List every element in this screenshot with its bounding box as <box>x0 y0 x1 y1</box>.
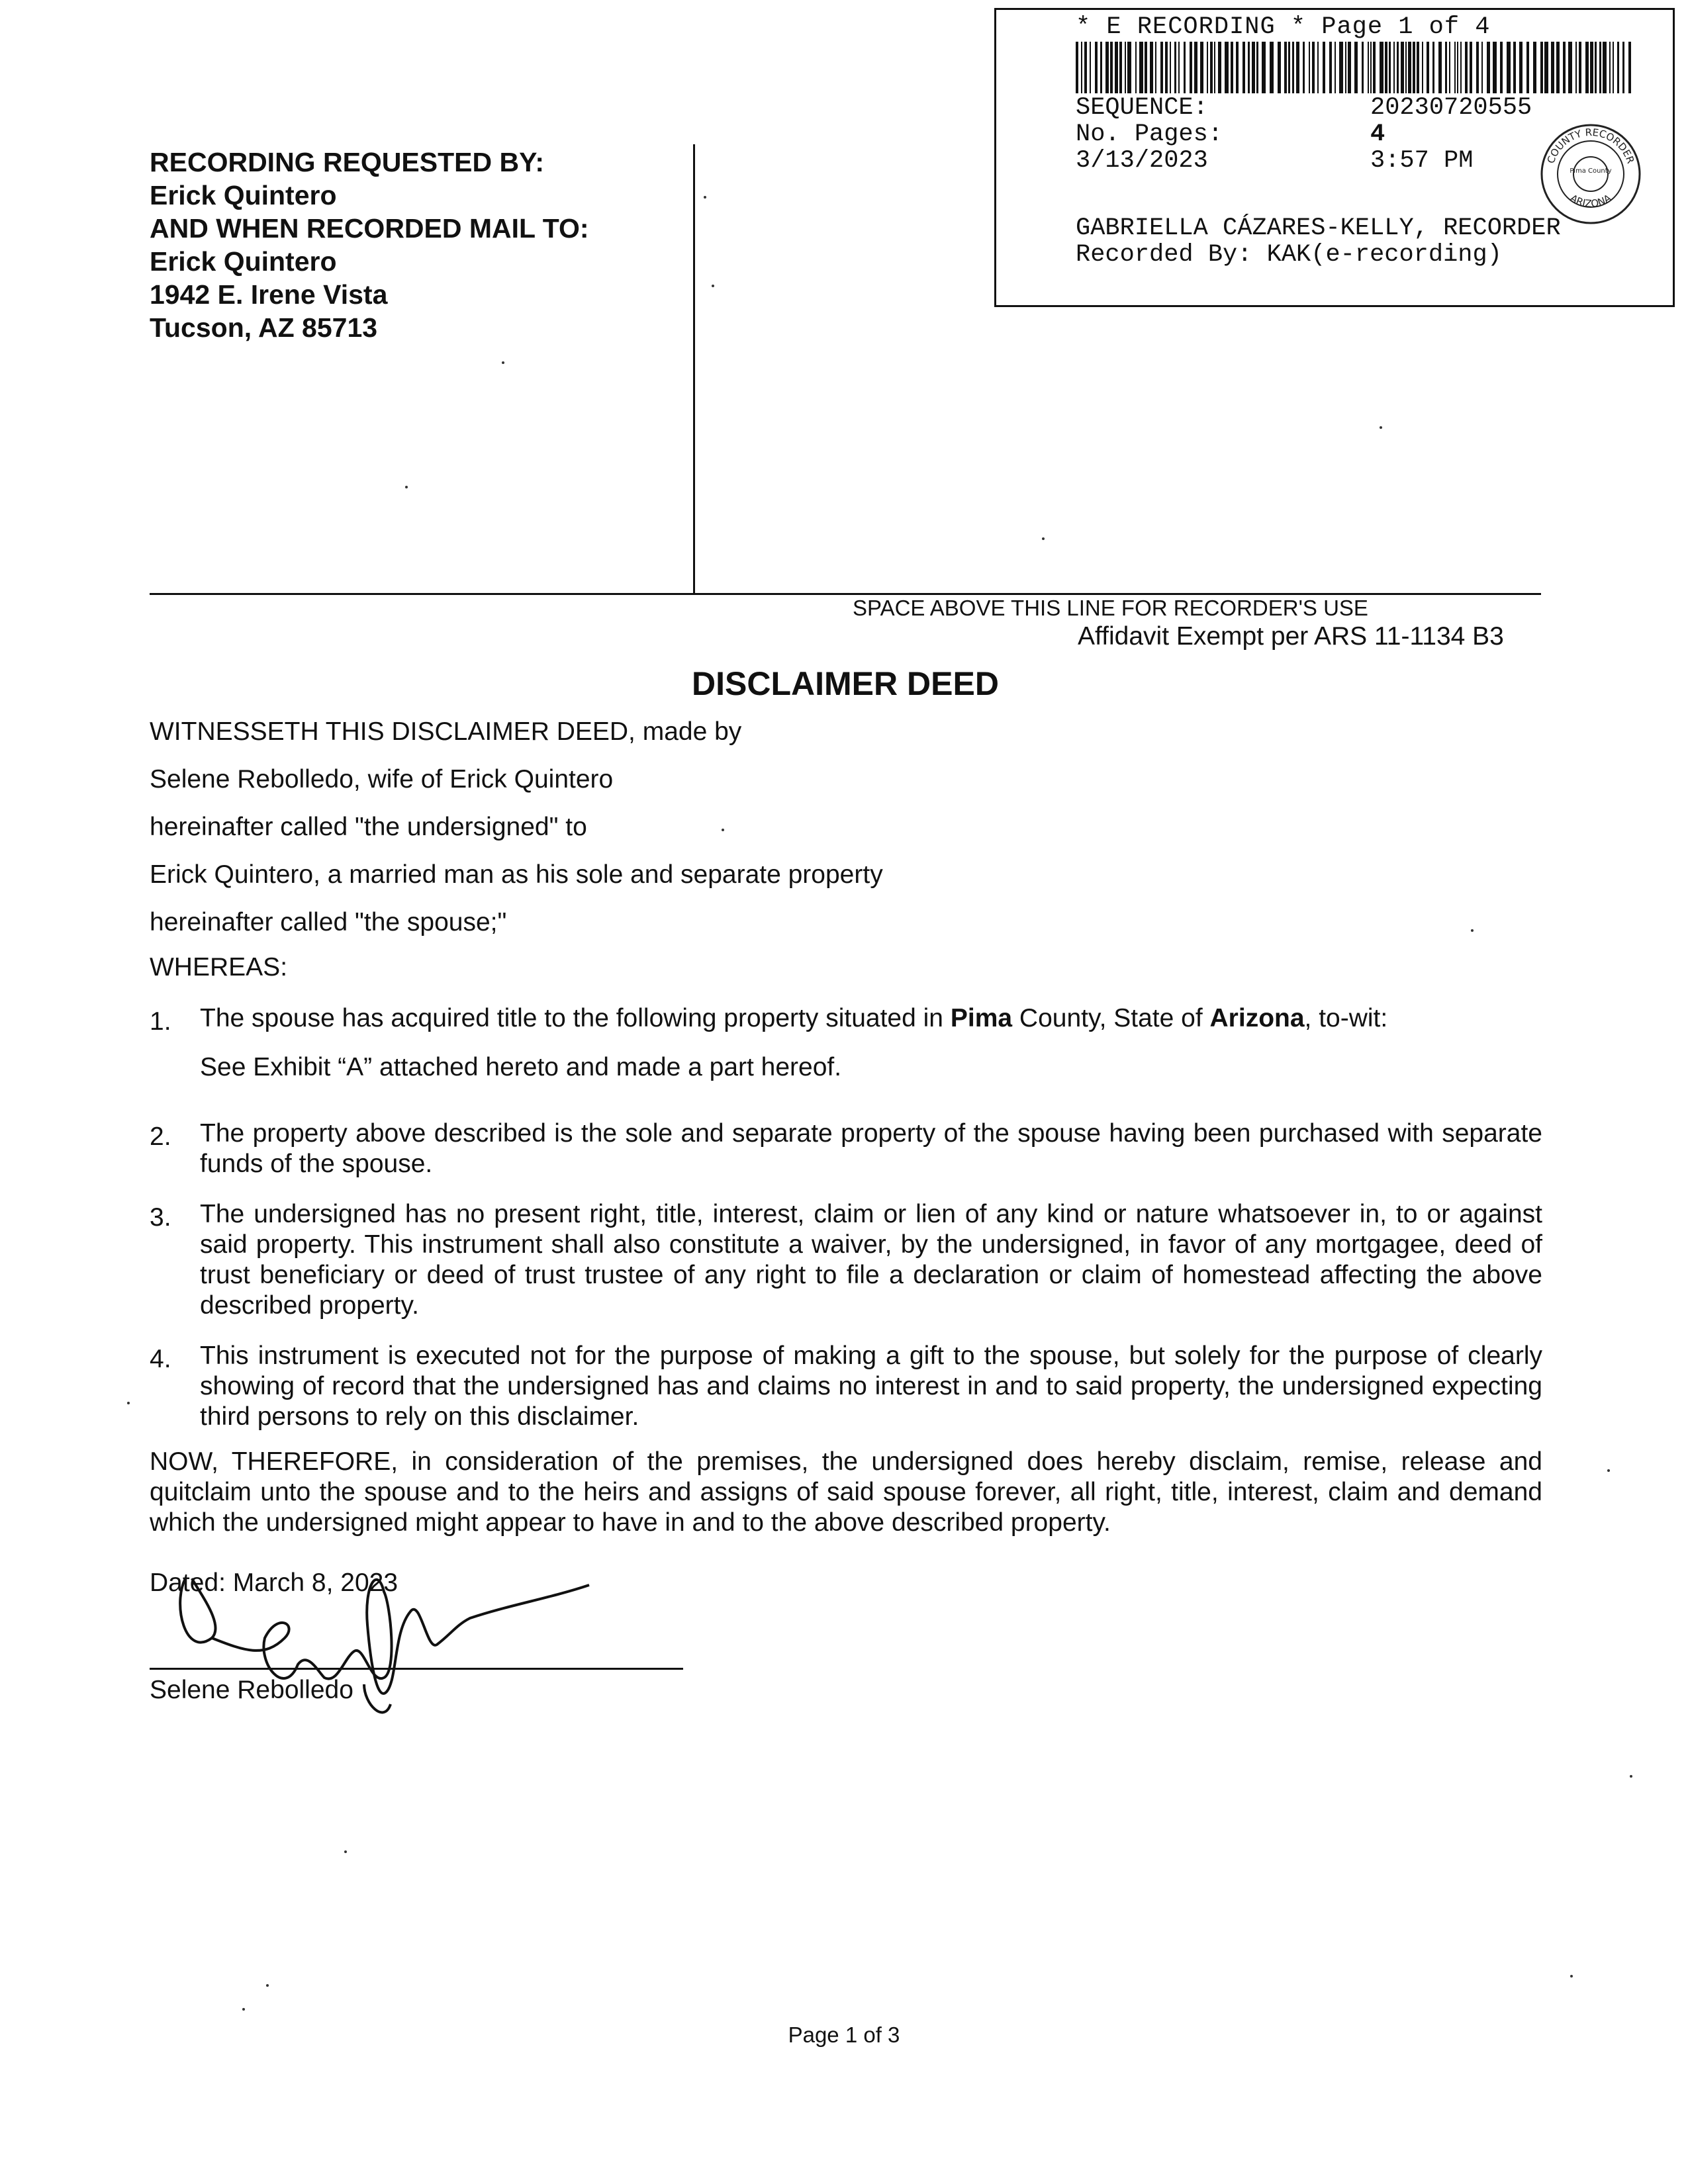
barcode-bar <box>1613 42 1614 93</box>
mail-to-label: AND WHEN RECORDED MAIL TO: <box>150 213 589 244</box>
barcode-bar <box>1460 42 1462 93</box>
barcode-bar <box>1292 42 1294 93</box>
barcode-bar <box>1438 42 1442 93</box>
barcode-bar <box>1218 42 1221 93</box>
barcode-bar <box>1513 42 1516 93</box>
barcode-bar <box>1393 42 1395 93</box>
scan-speck <box>405 486 408 488</box>
recorder-use-line <box>150 593 1541 595</box>
requested-by-label: RECORDING REQUESTED BY: <box>150 147 545 177</box>
item-number-2: 2. <box>150 1122 171 1151</box>
exhibit-reference: See Exhibit “A” attached hereto and made a part hereof. <box>200 1053 842 1081</box>
barcode-bar <box>1454 42 1456 93</box>
barcode-bar <box>1139 42 1143 93</box>
item-number-4: 4. <box>150 1345 171 1373</box>
recorder-stamp <box>994 8 1675 307</box>
barcode-bar <box>1288 42 1290 93</box>
barcode-bar <box>1225 42 1229 93</box>
barcode-bar <box>1373 42 1376 93</box>
barcode-bar <box>1540 42 1543 93</box>
barcode-bar <box>1354 42 1358 93</box>
barcode-bar <box>1105 42 1109 93</box>
stamp-header: * E RECORDING * Page 1 of 4 <box>1076 13 1491 41</box>
scan-speck <box>1570 1975 1573 1978</box>
barcode-bar <box>1445 42 1447 93</box>
barcode-bar <box>1174 42 1176 93</box>
recorder-use-caption: SPACE ABOVE THIS LINE FOR RECORDER'S USE <box>853 596 1368 620</box>
barcode-bar <box>1210 42 1213 93</box>
address-line-1: 1942 E. Irene Vista <box>150 279 388 310</box>
item-text-2: The property above described is the sole and separate property of the spouse having been purchased with separate funds of the spouse. <box>200 1119 1542 1178</box>
scan-speck <box>1380 426 1382 429</box>
barcode-bar <box>1165 42 1168 93</box>
barcode-bar <box>1413 42 1415 93</box>
barcode-bar <box>1262 42 1266 93</box>
barcode-bar <box>1119 42 1122 93</box>
barcode-bar <box>1465 42 1468 93</box>
barcode-bar <box>1236 42 1239 93</box>
scan-speck <box>242 2008 245 2011</box>
page-footer: Page 1 of 3 <box>788 2023 900 2047</box>
barcode-bar <box>1449 42 1450 93</box>
barcode-bar <box>1370 42 1372 93</box>
barcode-bar <box>1145 42 1147 93</box>
document-title: DISCLAIMER DEED <box>692 665 999 702</box>
sequence-label: SEQUENCE: <box>1076 94 1208 122</box>
item-text-1: The spouse has acquired title to the following property situated in Pima County, State of Arizona, to-wit: <box>200 1004 1388 1032</box>
recorded-by: Recorded By: KAK(e-recording) <box>1076 241 1502 269</box>
svg-text:COUNTY RECORDER: COUNTY RECORDER <box>1544 126 1637 165</box>
barcode-bar <box>1609 42 1611 93</box>
barcode-bar <box>1345 42 1346 93</box>
barcode-bar <box>1422 42 1423 93</box>
address-line-2: Tucson, AZ 85713 <box>150 312 378 343</box>
barcode-bar <box>1194 42 1197 93</box>
barcode-bar <box>1481 42 1483 93</box>
barcode-bar <box>1362 42 1364 93</box>
scan-speck <box>344 1850 347 1853</box>
barcode-bar <box>1207 42 1208 93</box>
scan-speck <box>722 829 724 831</box>
barcode-bar <box>1127 42 1131 93</box>
barcode-bar <box>1160 42 1163 93</box>
vertical-divider <box>693 144 695 594</box>
svg-text:ARIZONA: ARIZONA <box>1568 192 1614 210</box>
scan-speck <box>1607 1469 1610 1472</box>
barcode-bar <box>1095 42 1098 93</box>
barcode-bar <box>1500 42 1503 93</box>
barcode-bar <box>1389 42 1391 93</box>
intro-line-2: Selene Rebolledo, wife of Erick Quintero <box>150 765 614 794</box>
record-date: 3/13/2023 <box>1076 147 1208 175</box>
pages-label: No. Pages: <box>1076 120 1223 148</box>
whereas-heading: WHEREAS: <box>150 953 288 981</box>
barcode-bar <box>1256 42 1258 93</box>
barcode-bar <box>1284 42 1287 93</box>
item-number-1: 1. <box>150 1007 171 1036</box>
barcode-bar <box>1401 42 1404 93</box>
barcode-bar <box>1178 42 1180 93</box>
affidavit-exempt: Affidavit Exempt per ARS 11-1134 B3 <box>1078 622 1504 651</box>
item-number-3: 3. <box>150 1203 171 1232</box>
barcode-bar <box>1432 42 1434 93</box>
barcode-bar <box>1339 42 1343 93</box>
barcode-bar <box>1303 42 1305 93</box>
barcode-bar <box>1329 42 1332 93</box>
intro-line-4: Erick Quintero, a married man as his sole and separate property <box>150 860 883 889</box>
barcode-bar <box>1551 42 1554 93</box>
barcode-bar <box>1110 42 1113 93</box>
barcode-bar <box>1544 42 1548 93</box>
barcode-bar <box>1457 42 1458 93</box>
barcode-bar <box>1214 42 1215 93</box>
barcode-bar <box>1312 42 1315 93</box>
item-text-4: This instrument is executed not for the purpose of making a gift to the spouse, but solely for the purpose of clearly showing of record that the undersigned has and claims no interest in and to said property, the undersigned expecting third persons to rely on this disclaimer. <box>200 1342 1542 1431</box>
scan-speck <box>704 196 706 199</box>
barcode-bar <box>1405 42 1407 93</box>
barcode-bar <box>1476 42 1479 93</box>
barcode-bar <box>1380 42 1383 93</box>
record-time: 3:57 PM <box>1370 147 1474 175</box>
barcode-bar <box>1628 42 1631 93</box>
barcode-bar <box>1563 42 1566 93</box>
barcode-bar <box>1323 42 1325 93</box>
barcode-bar <box>1309 42 1310 93</box>
barcode-bar <box>1599 42 1601 93</box>
barcode-bar <box>1568 42 1572 93</box>
barcode-bar <box>1417 42 1419 93</box>
barcode-bar <box>1278 42 1281 93</box>
barcode-bar <box>1617 42 1619 93</box>
barcode-bar <box>1519 42 1523 93</box>
intro-line-3: hereinafter called "the undersigned" to <box>150 813 587 841</box>
barcode-bar <box>1622 42 1624 93</box>
pages-value: 4 <box>1370 120 1385 148</box>
barcode-bar <box>1090 42 1091 93</box>
barcode-bar <box>1348 42 1351 93</box>
barcode-bar <box>1243 42 1245 93</box>
barcode-bar <box>1533 42 1536 93</box>
barcode-bar <box>1385 42 1387 93</box>
barcode-bar <box>1317 42 1319 93</box>
barcode-bar <box>1084 42 1087 93</box>
barcode-image <box>1076 42 1633 93</box>
scan-speck <box>1630 1775 1632 1778</box>
intro-line-1: WITNESSETH THIS DISCLAIMER DEED, made by <box>150 717 742 746</box>
barcode-bar <box>1487 42 1490 93</box>
barcode-bar <box>1150 42 1153 93</box>
barcode-bar <box>1270 42 1274 93</box>
barcode-bar <box>1248 42 1250 93</box>
scan-speck <box>127 1402 130 1404</box>
barcode-bar <box>1575 42 1577 93</box>
sequence-value: 20230720555 <box>1370 94 1532 122</box>
county-seal-icon <box>1538 121 1644 227</box>
recording-request-block <box>150 146 589 344</box>
item-text-3: The undersigned has no present right, title, interest, claim or lien of any kind or nature whatsoever in, to or against said property. This instrument shall also constitute a waiver, by the undersigned, in favor of any mortgagee, deed of trust beneficiary or deed of trust trustee of any right to file a declaration or claim of homestead affecting the above described property. <box>200 1200 1542 1320</box>
scan-speck <box>1042 537 1045 540</box>
barcode-bar <box>1603 42 1607 93</box>
barcode-bar <box>1526 42 1529 93</box>
barcode-bar <box>1200 42 1203 93</box>
barcode-bar <box>1595 42 1597 93</box>
scan-speck <box>1471 929 1474 932</box>
barcode-bar <box>1368 42 1369 93</box>
barcode-bar <box>1590 42 1593 93</box>
dated-line: Dated: March 8, 2023 <box>150 1569 399 1597</box>
state-name: Arizona <box>1209 1004 1305 1032</box>
barcode-bar <box>1397 42 1399 93</box>
barcode-bar <box>1190 42 1192 93</box>
mail-to-name: Erick Quintero <box>150 246 337 277</box>
barcode-bar <box>1556 42 1560 93</box>
scan-speck <box>266 1984 269 1987</box>
scan-speck <box>502 361 504 364</box>
barcode-bar <box>1585 42 1589 93</box>
barcode-bar <box>1493 42 1497 93</box>
conclusion-paragraph: NOW, THEREFORE, in consideration of the premises, the undersigned does hereby disclaim, remise, release and quitclaim unto the spouse and to the heirs and assigns of said spouse forever, all right, title, interest, claim and demand which the undersigned might appear to have in and to the above described property. <box>150 1447 1542 1537</box>
barcode-bar <box>1135 42 1137 93</box>
barcode-bar <box>1076 42 1078 93</box>
scan-speck <box>712 285 714 287</box>
recorder-name: GABRIELLA CÁZARES-KELLY, RECORDER <box>1076 214 1561 242</box>
svg-text:Pima County: Pima County <box>1570 167 1612 175</box>
barcode-bar <box>1296 42 1299 93</box>
barcode-bar <box>1470 42 1472 93</box>
barcode-bar <box>1155 42 1156 93</box>
county-name: Pima <box>950 1004 1013 1032</box>
barcode-bar <box>1081 42 1082 93</box>
barcode-bar <box>1115 42 1118 93</box>
barcode-bar <box>1100 42 1102 93</box>
barcode-bar <box>1170 42 1171 93</box>
requested-by-name: Erick Quintero <box>150 180 337 210</box>
barcode-bar <box>1408 42 1411 93</box>
barcode-bar <box>1579 42 1581 93</box>
barcode-bar <box>1125 42 1126 93</box>
barcode-bar <box>1427 42 1429 93</box>
signer-name: Selene Rebolledo <box>150 1676 353 1704</box>
barcode-bar <box>1184 42 1186 93</box>
barcode-bar <box>1231 42 1233 93</box>
barcode-bar <box>1507 42 1511 93</box>
barcode-bar <box>1252 42 1255 93</box>
intro-line-5: hereinafter called "the spouse;" <box>150 908 507 936</box>
barcode-bar <box>1335 42 1336 93</box>
signature-line <box>150 1668 683 1670</box>
